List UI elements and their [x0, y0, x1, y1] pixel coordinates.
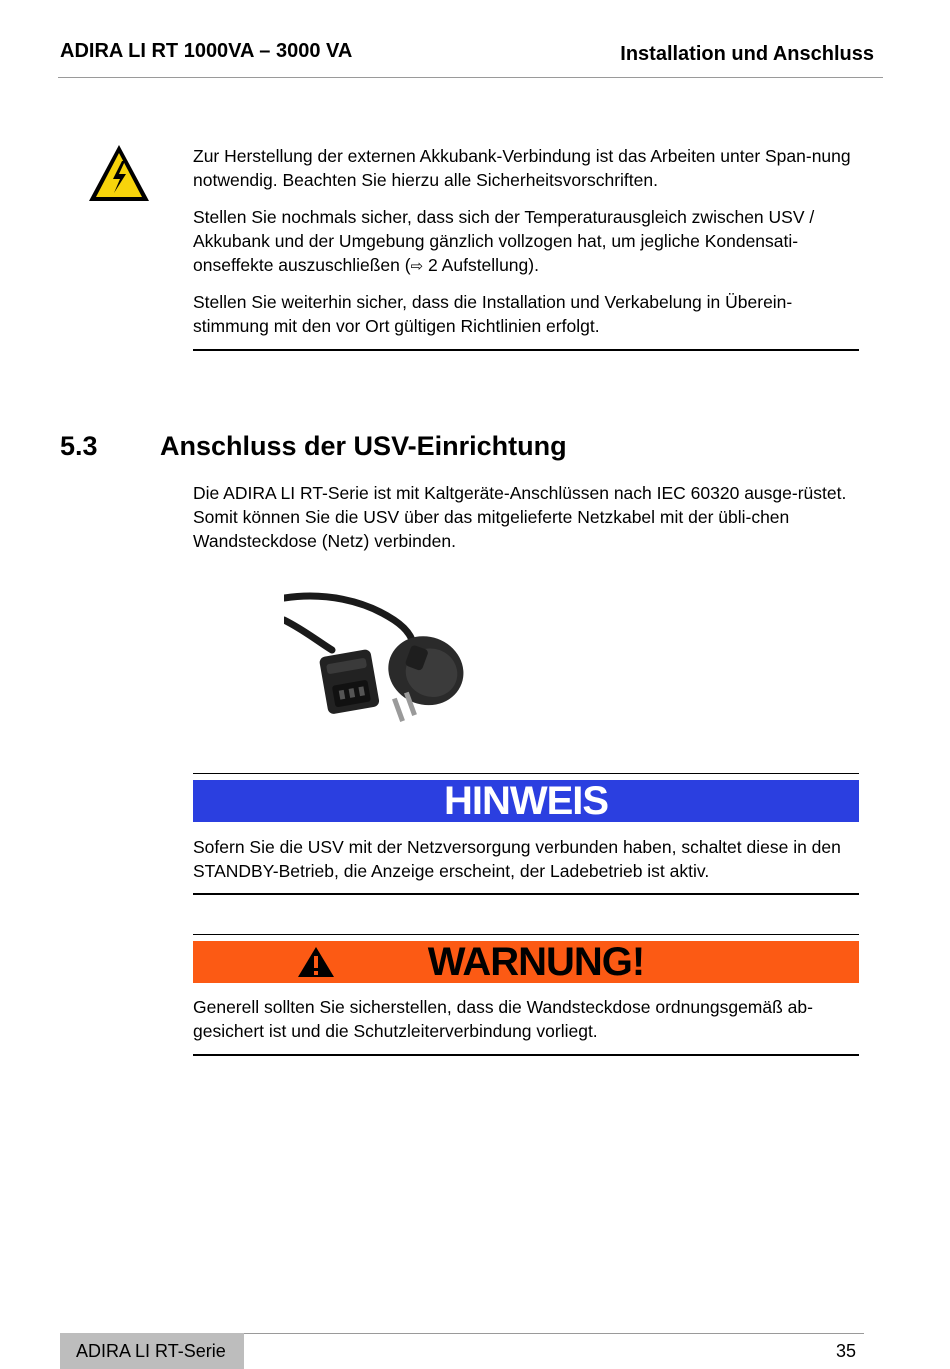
power-cable-image [284, 590, 472, 730]
section-number: 5.3 [60, 431, 98, 461]
section-title: Anschluss der USV-Einrichtung [160, 431, 567, 461]
notice-top-divider [193, 773, 859, 774]
section-reference-link: 2 Aufstellung). [428, 255, 539, 275]
installation-paragraph: Stellen Sie weiterhin sicher, dass die Installation und Verkabelung in Überein-stimmung mit den vor Ort gültigen Richtlinien erfolgt. [193, 292, 793, 336]
notice-banner [193, 780, 859, 822]
header-document-title: ADIRA LI RT 1000VA – 3000 VA [60, 40, 353, 62]
warning-block-divider [193, 349, 859, 351]
arrow-reference-icon: ⇨ [410, 258, 424, 275]
high-voltage-warning-icon [86, 141, 152, 223]
voltage-warning-paragraph: Zur Herstellung der externen Akkubank-Verbindung ist das Arbeiten unter Span-nung notwendig. Beachten Sie hierzu alle Sicherheitsvorschriften. [193, 146, 851, 190]
section-intro-paragraph: Die ADIRA LI RT-Serie ist mit Kaltgeräte-Anschlüssen nach IEC 60320 ausge-rüstet. Somit können Sie die USV über das mitgelieferte Netzkabel mit der übli-chen Wandsteckdose (Netz) verbinden. [193, 483, 847, 551]
notice-bottom-divider [193, 893, 859, 895]
temperature-paragraph-text: Stellen Sie nochmals sicher, dass sich der Temperaturausgleich zwischen USV / Akkubank und der Umgebung gänzlich vollzogen hat, um jegliche Kondensati-onseffekte auszuschließen ( [193, 207, 815, 275]
exclamation-triangle-icon [296, 945, 336, 979]
page-number: 35 [835, 1341, 856, 1361]
notice-banner-label: HINWEIS [443, 779, 609, 823]
warning-paragraph: Generell sollten Sie sicherstellen, dass die Wandsteckdose ordnungsgemäß ab-gesichert ist und die Schutzleiterverbindung vorliegt. [193, 997, 813, 1041]
header-chapter-title: Installation und Anschluss [620, 43, 874, 65]
footer-series-label: ADIRA LI RT-Serie [60, 1333, 244, 1369]
header-divider [58, 77, 883, 78]
warning-bottom-divider [193, 1054, 859, 1056]
warning-banner-label: WARNUNG! [427, 940, 645, 984]
footer-divider [244, 1333, 864, 1334]
temperature-paragraph [193, 205, 865, 279]
notice-paragraph: Sofern Sie die USV mit der Netzversorgung verbunden haben, schaltet diese in den STANDBY-Betrieb, die Anzeige erscheint, der Ladebetrieb ist aktiv. [193, 837, 841, 881]
warning-top-divider [193, 934, 859, 935]
warning-banner [193, 941, 859, 983]
